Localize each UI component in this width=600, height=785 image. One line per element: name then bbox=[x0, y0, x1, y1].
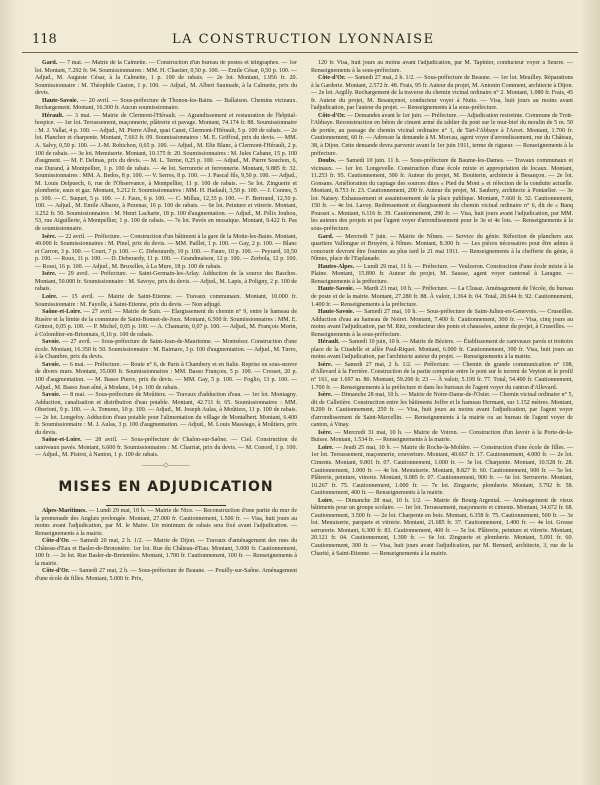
right-column bbox=[311, 60, 573, 773]
entry-paragraph bbox=[311, 362, 573, 392]
left-entries bbox=[35, 60, 297, 460]
entry-department: Doubs. bbox=[318, 158, 336, 165]
entry-text: 120 fr. Visa, huit jours au moins avant l'adjudication, par M. Tapinier, conducteur voyer à Seurre. — Renseignements à la sous-préfecture. bbox=[311, 60, 573, 74]
entry-department: Isère. bbox=[318, 392, 333, 399]
entry-text: — 15 avril. — Mairie de Saint-Etienne. — Travaux communaux. Montant, 10.000 fr. Soumissionnaire : M. Fayolle, à Saint-Etienne, prix du devis. — Non adjugé. bbox=[35, 293, 297, 308]
entry-department: Hérault. bbox=[318, 339, 340, 346]
left-column bbox=[35, 60, 297, 773]
entry-text: — Dimanche 28 mai, 10 h. 1/2. — Mairie de Bourg-Argental. — Aménagement de vieux bâtiments pour un groupe scolaire. — 1er lot. Terrassement, maçonnerie et ciments. Montant, 34.672 fr. 68. Cautionnement, 3.500 fr. — 2e lot. Charpente en bois. Montant, 6.358 fr. 75. Cautionnement, 500 fr. — 3e lot. Menuiserie, parquets et vitrerie. Montant, 21.685 fr. 37. Cautionnement, 1.400 fr. — 4e lot. Grosse serrurerie. Montant, 6.300 fr. 83. Cautionnement, 400 fr. — 5e lot. Plâtrerie, peinture et vitrerie. Montant, 20.121 fr. 04. Cautionnement, 1.300 fr. — 6e lot. Zinguerie et plomberie. Montant, 5.091 fr. 60. Cautionnement, 300 fr. — Visa, huit jours avant l'adjudication, par M. Bernard, architecte, 3, rue de la Charité, à Saint-Etienne. — Renseignements à la mairie. bbox=[311, 497, 573, 557]
entry-department: Haute-Savoie. bbox=[318, 309, 355, 316]
entry-text: — Samedi 10 juin. 11 h. — Sous-préfecture de Baume-les-Dames. — Travaux communaux et vicinaux. — 1er lot. Longevelle. Construction d'une école mixte et appropriation de locaux. Montant, 11.253 fr. 95. Cautionnement, 300 fr. Auteur du projet, M. Boutterin, architecte à Besançon. — 2e lot. Gonsans. Amélioration du captage des sources dites « Pied du Mont » et réfection de la conduite actuelle. Montant, 8.753 fr. 23. Cautionnement, 200 fr. Auteur du projet, M. Saubery, architecte à Pontarlier. — 3e lot. Naisey. Exhaussement et assainissement de la place publique. Montant, 7.660 fr. 32. Cautionnement, 150 fr. — 4e lot. Lavoy. Redressement et élargissement du chemin vicinal ordinaire n° 6, dit de « Banq Pousset ». Montant, 6.116 fr. 39. Cautionnement, 290 fr. — Visa, huit jours avant l'adjudication, par MM. les auteurs des projets et par l'agent voyer d'arrondissement pour le 3e et 4e lots. — Renseignements à la sous-préfecture. bbox=[311, 158, 573, 233]
entry-text: — 27 avril. — Mairie de Suin. — Elargissement du chemin n° 9, entre le hameau de Rusère et la limite de la commune de Saint-Bonnet-de-Joux. Montant, 6.500 fr. Soumissionnaires : MM. E. Grimot, 0,05 p. 100. — P. Michel, 0,05 p. 100. — A. Chamarin, 0,07 p. 100. — Adjud., M. François Morin, à Colombier-en-Brionnais, 0,16 p. 100 de rabais. bbox=[35, 309, 297, 338]
entry-text: — Samedi 20 mai, 2 h. 1/2. — Mairie de Dijon. — Travaux d'aménagement des rues du Château-d'Eau et Basler-de-Brotonière. 1er lot. Rue du Château-d'Eau. Montant, 3.000 fr. Cautionnement, 100 fr. — 2e lot. Rue Basler-de-Bretenière. Montant, 1.700 fr. Cautionnement, 100 fr. — Renseignements à la mairie. bbox=[35, 538, 297, 567]
entry-paragraph bbox=[311, 392, 573, 430]
entry-department: Gard. bbox=[42, 60, 58, 66]
entry-paragraph bbox=[311, 445, 573, 498]
entry-text: — 3 mai. — Mairie de Clermont-l'Hérault. — Agrandissement et restauration de l'hôpital-hospice. — 1er lot. Terrassement, maçonnerie, plâtrerie et pavage. Montant, 74.174 fr. 88. Soumissionnaire : M. J. Vallat, 4 p. 100. — Adjud., M. Pierre Albut, quai Canet, Clermont-l'Hérault, 5 p. 100 de rabais. — 2e lot. Plancher et charpente. Montant, 7.663 fr. 09. Soumissionnaires : M. E. Griffoul, prix du devis. — MM. A. Salvy, 0,50 p. 100. — J.-M. Robichon, 0,65 p. 100. — Adjud., M. Elie Blanc, à Clermont-l'Hérault, 2 p. 100 de rabais. — 3e lot. Menuiserie. Montant, 10.175 fr. 20. Soumissionnaires : M. Jules Cabane, 15 p. 100 d'augment. — M. F. Delmas, prix du devis. — M. L. Terme, 0,25 p. 100. — Adjud., M. Pierre Souchon, 6, rue Durand, à Montpellier, 1 p. 100 de rabais. — 4e lot. Serrurerie et ferronnerie. Montant, 9.885 fr. 32. Soumissionnaires : MM. A. Bedos, 8 p. 100. — V. Serres, 8 p. 100. — J. Pascal fils, 9,50 p. 100. — Adjud., M. Louis Delpuech, 6, rue de l'Observance, à Montpellier, 11 p. 100 de rabais. — 5e lot. Zinguerie et plomberie, eaux et gaz. Montant, 5.212 fr. Soumissionnaires : MM. H. Hadault, 3,50 p. 100. — J. Connes, 5 p. 100. — C. Suquet, 5 p. 100. — J. Faux, 6 p. 100. — C. Millau, 12,35 p. 100. — F. Bertrand, 12,50 p. 100. — Adjud., M. Emile Albarez, à Pezenas, 16 p. 100 de rabais. — 6e lot. Peinture et vitrerie. Montant, 3.252 fr. 50. Soumissionnaires : M. Henri Lacharte, 18 p. 100 d'augmentation. — Adjud., M. Félix Joubou, 53, rue Aiguillerie, à Montpellier, 1 p. 100 de rabais. — 7e lot. Pavés en mosaïque. Montant, 9.422 fr. Pas de soumissionnaire. bbox=[35, 112, 297, 233]
entry-department: Saône-et-Loire. bbox=[42, 309, 82, 316]
entry-text: — Samedi 10 juin, 10 h. — Mairie de Béziers. — Établissement de caniveaux pavés et trottoirs place de la Citadelle et allée Paul-Riquet. Montant, 6.000 fr. Cautionnement, 300 fr. Visa, huit jours au moins avant l'adjudication, par l'architecte auteur du projet. — Renseignements à la mairie. bbox=[311, 339, 573, 361]
entry-text: — Samedi 27 mai, 10 h. — Sous-préfecture de Saint-Julien-en-Genevois. — Cruseilles. Adduction d'eau au hameau de Noiret. Montant, 7.400 fr. Cautionnement, 300 fr. — Visa, cinq jours au moins avant l'adjudication, par M. Ritz, conducteur des ponts et chaussées, auteur du projet, à Cruseilles. — Renseignements à la sous-préfecture. bbox=[311, 309, 573, 338]
entry-text: — Dimanche 28 mai, 10 h. — Mairie de Notre-Dame-de-l'Osier. — Chemin vicinal ordinaire n° 5, dit de Calletière. Construction entre les bâtiments Joffre et le hameau Hermant, sur 1.152 mètres. Montant, 8.200 fr. Cautionnement, 250 fr. — Visa, huit jours au moins avant l'adjudication, par l'agent voyer d'arrondissement de Saint-Marcellin. — Renseignements à la mairie ou au bureau de l'agent voyer de canton, à Vinay. bbox=[311, 392, 573, 429]
entry-paragraph bbox=[311, 498, 573, 558]
entry-department: Isère. bbox=[318, 429, 333, 436]
separator: ———◇——— bbox=[142, 460, 190, 469]
entry-text: — Lundi 29 mai, 10 h. — Mairie de Nice. — Reconstruction d'une partie du mur de la promenade des Anglais prolongée. Montant, 27.000 fr. Cautionnement, 1.500 fr. — Visa, huit jours au moins avant l'adjudication, par M. le Maire. Un minimum de rabais sera fixé avant l'adjudication. — Renseignements à la mairie. bbox=[35, 507, 297, 537]
entry-text: — 29 avril. — Préfecture. — Saint-Germain-les-Arlay. Adduction de la source des Basches. Montant, 50.000 fr. Soumissionnaire : M. Savoye, prix du devis. — Adjud., M. Lapis, à Poligny, 2 p. 100 de rabais. bbox=[35, 271, 297, 293]
entry-paragraph bbox=[35, 508, 297, 538]
running-title: LA CONSTRUCTION LYONNAISE bbox=[172, 32, 435, 47]
entry-paragraph bbox=[311, 309, 573, 339]
page-header bbox=[22, 30, 578, 53]
entry-text: — 28 avril. — Sous-préfecture de Chalon-sur-Saône. — Ciel. Construction de caniveaux pavés. Montant, 6.600 fr. Soumissionnaires : M. Charriat, prix du devis. — M. Conord, 1 p. 100. — Adjud., M. Pistrot, à Nanton, 1 p. 100 de rabais. bbox=[35, 437, 297, 459]
entry-paragraph bbox=[35, 60, 297, 98]
entry-paragraph bbox=[311, 113, 573, 158]
entry-department: Côte-d'Or. bbox=[318, 75, 346, 82]
entry-paragraph bbox=[311, 286, 573, 309]
entry-text: — Lundi 29 mai, 11 h. — Préfecture. — Veulzeron. Construction d'une école mixte à la Plaine. Montant, 15.890 fr. Auteur du projet, M. Sausse, agent voyer cantonal à Laragne. — Renseignements à la préfecture. bbox=[311, 263, 573, 285]
entry-paragraph bbox=[35, 437, 297, 460]
entry-paragraph bbox=[35, 339, 297, 362]
entry-text: — 6 mai. — Préfecture. — Route n° 6, de Paris à Chambery et en Italie. Reprise en sous-œuvre de divers murs. Montant, 35.000 fr. Soumissionnaires : MM. Basso François, 5 p. 100. — Crosset, 20 p. 100 d'augmentation. — M. Basso Pierre, prix du devis. — MM. Gay, 5 p. 100. — Foglio, 13 p. 100. — Adjud., M. Basso Jean aîné, à Modane, 14 p. 100 de rabais. bbox=[35, 361, 297, 391]
entry-text: — 27 avril. — Sous-préfecture de Saint-Jean-de-Maurienne. — Montrésor. Construction d'une école. Montant, 16.350 fr. 50. Soumissionnaire : M. Baimaro, 3 p. 100 d'augmentation. — Adjud., M. Turro, à la Chambre, prix du devis. bbox=[35, 339, 297, 361]
entry-department: Savoie. bbox=[42, 392, 61, 399]
entry-department: Loire. bbox=[42, 293, 58, 300]
entry-paragraph bbox=[35, 568, 297, 583]
entry-paragraph bbox=[311, 75, 573, 113]
entry-text: — 8 mai. — Sous-préfecture de Moûtiers. — Travaux d'adduction d'eau. — 1er lot. Montagny. Adduction, canalisation et distribution d'eau potable. Montant, 42.711 fr. 65. Soumissionnaires : MM. Oberioni, 9 p. 100. — A. Tomono, 10 p. 100. — Adjud., M. Joseph Aulas, à Moûtiers, 11 p. 100 de rabais. — 2e lot. Longefoy. Adduction d'eau potable pour l'alimentation du village de Montalbert. Montant, 6.400 fr. Soumissionnaire : M. J. Aulas, 3 p. 100 d'augmentation. — Adjud., M. Louis Massiago, à Moûtiers, prix du devis. bbox=[35, 392, 297, 436]
entry-paragraph bbox=[311, 339, 573, 362]
entry-department: Côte-d'Or. bbox=[42, 538, 70, 545]
page-number: 118 bbox=[32, 32, 57, 47]
entry-department: Savoie. bbox=[42, 339, 61, 346]
entry-department: Isère. bbox=[42, 233, 57, 240]
entry-paragraph bbox=[311, 158, 573, 233]
entry-text: — 22 avril. — Préfecture. — Construction d'un bâtiment à la gare de la Motte-les-Bains. Montant, 49.000 fr. Soumissionnaires : M. Pinel, prix du devis. — MM. Paillet, 1 p. 100. — Gay, 2 p. 100. — Blanc et Carron, 3 p. 100. — Court, 7 p. 100. — C. Debeurardy, 10 p. 100. — Faure, 10 p. 100. — Peyrard, 10,50 p. 100. — Roux, 11 p. 100. — D. Deberardy, 11 p. 100. — Grandmaison, 12 p. 100. — Zerbola, 12 p. 100. — Rossi, 16 p. 100. — Adjud., M. Bruxelles, à La Mure, 18 p. 100 de rabais. bbox=[35, 233, 297, 270]
entry-paragraph bbox=[35, 234, 297, 272]
entry-text: — Mardi 23 mai, 10 h. — Préfecture. — La Clusaz. Aménagement de l'école, du bureau de poste et de la mairie. Montant, 27.280 fr. 88. À valoir, 1.364 fr. 04. Total, 28.644 fr. 92. Cautionnement, 1.400 fr. — Renseignements à la préfecture. bbox=[311, 286, 573, 308]
entry-paragraph bbox=[311, 264, 573, 287]
entry-paragraph bbox=[35, 538, 297, 568]
entry-department: Loire. bbox=[318, 497, 334, 504]
entry-paragraph bbox=[35, 309, 297, 339]
section-title: MISES EN ADJUDICATION bbox=[58, 478, 274, 495]
entry-text: — Jeudi 25 mai, 10 h. — Mairie de Roche-la-Molière. — Construction d'une école de filles. — 1er lot. Terrassement, maçonnerie, couverture. Montant, 40.667 fr. 17. Cautionnement, 4.000 fr. — 2e lot. Ciments. Montant, 9.801 fr. 07. Cautionnement, 1.000 fr. — 3e lot. Charpente. Montant, 10.528 fr. 28. Cautionnement, 1.000 fr. — 4e lot. Menuiserie. Montant, 8.827 fr. 60. Cautionnement, 900 fr. — 5e lot. Plâtrerie, peinture, vitrerie. Montant, 9.085 fr. 07. Cautionnement, 900 fr. — 6e lot. Serrurerie. Montant, 10.267 fr. 75. Cautionnement, 1.000 fr. — 7e lot. Zinguerie, plomberie. Montant, 3.792 fr. 58. Cautionnement, 400 fr. — Renseignements à la mairie. bbox=[311, 444, 573, 497]
entry-paragraph bbox=[311, 234, 573, 264]
entry-paragraph bbox=[35, 392, 297, 437]
entry-department: Hérault. bbox=[42, 112, 64, 119]
entry-text: — Samedi 27 mai, 2 h. — Sous-préfecture de Beaune. — Pouilly-sur-Saône. Aménagement d'une école de filles. Montant, 5.000 fr. Prix, bbox=[35, 568, 297, 582]
entry-department: Gard. bbox=[318, 233, 334, 240]
entry-department: Alpes-Maritimes. bbox=[42, 507, 87, 514]
section-entries bbox=[35, 508, 297, 583]
entry-department: Côte-d'Or. bbox=[318, 112, 346, 119]
entry-department: Isère. bbox=[318, 361, 333, 368]
entry-paragraph bbox=[35, 294, 297, 309]
entry-department: Hautes-Alpes. bbox=[318, 263, 355, 270]
section-rule bbox=[106, 502, 226, 508]
entry-department: Haute-Savoie. bbox=[318, 286, 355, 293]
entry-text: — Samedi 27 mai, 2 h. 1/2. — Préfecture. — Chemin de grande communication n° 108, d'Allevard à la Ferrière. Construction de la partie comprise entre le pont sur le torrent de Veyton et le profil n° 161, sur 1.697 m. 80. Montant, 59.200 fr. 23 — À valoir, 5.199 fr. 77. Total, 54.400 fr. Cautionnement, 1.700 fr. — Renseignements à la préfecture et dans les bureaux de l'agent voyer du canton d'Allevard. bbox=[311, 361, 573, 391]
entry-department: Loire. bbox=[318, 444, 334, 451]
entry-paragraph bbox=[35, 113, 297, 234]
entry-text: — 7 mai. — Mairie de la Calmette. — Construction d'un bureau de postes et télégraphes. — 1er lot. Montant, 7.292 fr. 94. Soumissionnaires : MM. H. Chastier, 0,50 p. 100. — Emile César, 0,50 p. 100. — Adjud., M. Auguste César, à la Calmette, 1 p. 100 de rabais. — 2e lot. Montant, 1.956 fr. 20. Soumissionnaire : M. Théophile Caston, 1 p. 100. — Adjud., M. Albert Saumade, à la Calmette, prix du devis. bbox=[35, 60, 297, 97]
entry-text: — Mercredi 31 mai, 10 h. — Mairie de Voiron. — Construction d'un lavoir à la Porte-de-la-Buisse. Montant, 1.534 fr. — Renseignements à la mairie. bbox=[311, 429, 573, 444]
entry-paragraph bbox=[35, 271, 297, 294]
entry-department: Côte-d'Or. bbox=[42, 568, 70, 575]
entry-paragraph bbox=[311, 430, 573, 445]
entry-text: — Samedi 27 mai, 2 h. 1/2. — Sous-préfecture de Beaune. — 1er lot. Meuilley. Réparations à la Garderie. Montant, 2.572 fr. 48. Frais, 95 fr. Auteur du projet, M. Antonin Comment, architecte à Dijon. — 2e lot. Argilly. Rechargement de la traverse du chemin vicinal ordinaire n° 2. Montant, 1.080 fr. Frais, 45 fr. Auteur du projet, M. Besançenot, conducteur voyer à Nuits. — Visa, huit jours au moins avant l'adjudication, par l'auteur du projet. — Renseignements à la sous-préfecture. bbox=[311, 75, 573, 112]
entry-text: — Demandes avant le 1er juin. — Préfecture. — Adjudication restreinte. Commune de Trott-l'Abbaye. Reconstruction en béton de ciment armé du tablier du pont sur le mur-bief du moulin de 5 m. 50 de portée, au passage du chemin vicinal ordinaire n° 1, de Tart-l'Abbaye à l'Arcet. Montant, 1.700 fr. Cautionnement, 60 fr. — Adresser la demande à M. Morcau, agent voyer d'arrondissement, rue du Château, 38, à Dijon. Cette demande devra parvenir avant le 1er juin 1911, terme de rigueur. — Renseignements à la préfecture. bbox=[311, 112, 573, 157]
entry-department: Saône-et-Loire. bbox=[42, 437, 82, 444]
right-entries bbox=[311, 60, 573, 558]
entry-paragraph bbox=[35, 98, 297, 113]
entry-text: — 20 avril. — Sous-préfecture de Thonon-les-Bains. — Ballaison. Chemins vicinaux. Rechargement. Montant, 16.300 fr. Aucun soumissionnaire. bbox=[35, 97, 297, 112]
entry-department: Savoie. bbox=[42, 361, 61, 368]
entry-paragraph bbox=[35, 362, 297, 392]
entry-department: Isère. bbox=[42, 271, 57, 278]
entry-department: Haute-Savoie. bbox=[42, 97, 79, 104]
entry-text: — Mercredi 7 juin. — Mairie de Nîmes. — Service du génie. Réfection de planchers aux quartiers Vallongue et Bruyère, à Nîmes. Montant, 8.300 fr. — Les pièces nécessaires pour être admis à concourir devront être fournies au plus tard le 21 mai 1911. — Renseignements à la chefferie du génie, à Nîmes, place de l'Esplanade. bbox=[311, 233, 573, 263]
entry-paragraph bbox=[311, 60, 573, 75]
